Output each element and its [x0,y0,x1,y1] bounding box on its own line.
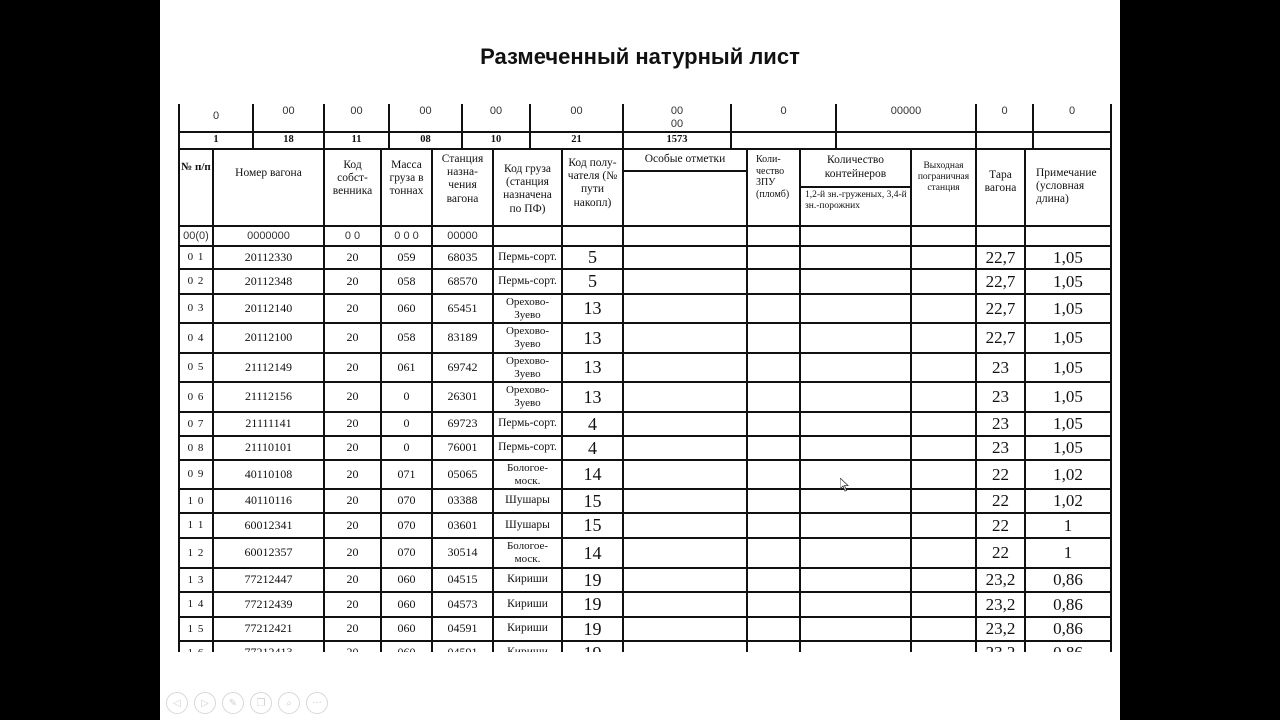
row-note: 1,05 [1053,328,1083,348]
row-owner-code: 20 [346,330,359,345]
table-grid-line [975,149,977,652]
code-row-b-cell: 10 [490,134,502,146]
code-row-b-cell [1034,132,1110,149]
row-container-count [801,353,910,382]
row-special-marks [624,617,746,641]
table-grid-line [799,149,801,652]
row-destination-station: 03601 [447,517,478,532]
row-special-marks [624,436,746,460]
row-tare: 22 [992,543,1009,563]
row-num: 0 2 [187,275,205,288]
table-grid-line [178,131,1110,133]
row-receiver-code: 19 [583,594,602,615]
row-special-marks [624,513,746,538]
natural-sheet-table [160,0,1120,720]
row-wagon-number: 20112348 [244,273,293,288]
row-num: 0 1 [187,251,205,264]
row-destination-station: 68035 [447,249,478,264]
row-tare: 23,2 [985,594,1016,614]
row-owner-code: 20 [346,545,359,560]
row-exit-station [912,323,975,353]
row-note: 1,05 [1053,298,1083,318]
table-grid-line [622,170,746,172]
table-grid-line [178,104,180,149]
row-tare: 23 [992,357,1009,377]
code-row-b-cell: 21 [571,134,582,146]
row-destination-station: 04515 [447,572,478,587]
row-num: 1 1 [187,519,205,532]
row-cargo-mass: 059 [397,249,416,264]
next-slide-icon: ▷ [201,697,209,709]
table-grid-line [252,104,254,149]
header-container-count: Количество контейнеров [824,154,887,180]
pen-icon: ✎ [228,697,238,709]
table-grid-line [746,149,748,652]
row-exit-station [912,538,975,568]
row-cargo-mass: 061 [397,359,416,374]
row-destination-station: 69723 [447,416,478,431]
row-destination-station: 03388 [447,493,478,508]
row-tare: 22 [992,491,1009,511]
header-container-subnote: 1,2-й зн.-груженых, 3,4-й зн.-порожних [805,190,907,211]
code-row-b-cell: 11 [351,134,362,146]
table-grid-line [622,149,624,652]
previous-slide-icon: ◁ [173,697,181,709]
row-cargo-code: Пермь-сорт. [498,250,557,263]
row-note: 1,02 [1053,464,1083,484]
row-receiver-code: 4 [588,413,597,434]
row-container-count [801,538,910,568]
code-row-b-cell: 1 [213,134,219,146]
table-grid-line [910,149,912,652]
row-seal-count [748,353,799,382]
row-num: 1 4 [187,598,205,611]
template-row-mass: 0 0 0 [394,229,419,242]
row-receiver-code: 13 [583,386,602,407]
row-owner-code: 20 [346,389,359,404]
code-row-a-cell: 0 [1001,105,1008,117]
header-exit-border-station: Выходная пограничная станция [917,161,970,193]
row-destination-station: 30514 [447,545,478,560]
row-special-marks [624,460,746,489]
row-tare: 23 [992,414,1009,434]
row-container-count [801,592,910,617]
table-grid-line [1032,104,1034,149]
row-receiver-code: 5 [588,271,597,292]
template-row-num: 00(0) [183,229,209,242]
row-cargo-mass: 060 [397,572,416,587]
header-special-marks: Особые отметки [644,153,726,165]
row-wagon-number: 20112100 [244,330,293,345]
code-row-b-cell: 18 [283,134,294,146]
row-special-marks [624,592,746,617]
row-container-count [801,382,910,412]
table-grid-line [622,104,624,149]
row-cargo-code: Шушары [505,518,550,531]
row-seal-count [748,513,799,538]
row-cargo-code: Орехово- Зуево [505,295,550,321]
code-row-a-cell: 00 [282,105,295,117]
row-note: 1 [1063,515,1073,535]
row-container-count [801,246,910,269]
code-row-b-cell: 08 [420,134,431,146]
row-special-marks [624,568,746,592]
row-seal-count [748,538,799,568]
row-destination-station: 68570 [447,273,478,288]
row-cargo-mass: 058 [397,330,416,345]
table-grid-line [431,149,433,652]
row-tare: 23,2 [985,619,1016,639]
row-owner-code: 20 [346,359,359,374]
table-grid-line [1110,149,1112,652]
row-owner-code: 20 [346,596,359,611]
pen-button[interactable] [222,692,244,714]
row-special-marks [624,294,746,323]
table-grid-line [380,149,382,652]
row-wagon-number: 77212439 [244,596,293,611]
row-cargo-mass: 070 [397,517,416,532]
row-note: 1,05 [1053,271,1083,291]
row-exit-station [912,489,975,513]
row-special-marks [624,269,746,294]
row-tare: 22,7 [985,298,1016,318]
header-num: № п/п [181,161,211,173]
row-wagon-number: 21111141 [245,416,292,431]
row-container-count [801,617,910,641]
row-cargo-mass: 0 [403,440,410,455]
row-exit-station [912,592,975,617]
row-exit-station [912,246,975,269]
code-row-a-cell: 00 [350,105,363,117]
slides-grid-icon: ❐ [256,697,266,709]
template-row-wagon: 0000000 [247,229,290,242]
row-owner-code: 20 [346,572,359,587]
row-container-count [801,294,910,323]
row-seal-count [748,460,799,489]
row-exit-station [912,513,975,538]
row-seal-count [748,617,799,641]
row-tare: 23 [992,438,1009,458]
row-note: 1,05 [1053,387,1083,407]
row-cargo-code: Кириши [507,573,548,586]
row-wagon-number: 40110116 [244,493,293,508]
slideshow-toolbar [166,692,328,714]
row-receiver-code: 5 [588,247,597,268]
header-receiver-code: Код полу-чателя (№ пути накопл) [567,157,618,209]
row-special-marks [624,382,746,412]
row-tare: 22 [992,464,1009,484]
row-cargo-mass: 060 [397,300,416,315]
row-container-count [801,412,910,436]
row-special-marks [624,323,746,353]
code-row-b-cell [977,132,1032,149]
row-seal-count [748,412,799,436]
row-seal-count [748,592,799,617]
table-grid-line [1110,104,1112,149]
row-exit-station [912,269,975,294]
row-container-count [801,269,910,294]
row-cargo-code: Кириши [507,597,548,610]
row-note: 1,02 [1053,491,1083,511]
row-note: 1 [1063,543,1073,563]
row-destination-station: 76001 [447,440,478,455]
row-destination-station: 65451 [447,300,478,315]
code-row-b-cell [732,132,835,149]
header-wagon-number: Номер вагона [235,167,302,179]
row-cargo-mass: 071 [397,466,416,481]
row-cargo-code: Бологое- моск. [506,540,549,565]
more-options-icon: ··· [312,697,322,709]
table-grid-line [835,104,837,149]
row-note: 1,05 [1053,438,1083,458]
row-seal-count [748,294,799,323]
row-cargo-code: Кириши [507,622,548,635]
row-exit-station [912,436,975,460]
row-num: 0 7 [187,417,205,430]
row-wagon-number: 60012357 [244,545,293,560]
table-grid-line [561,149,563,652]
zoom-button[interactable] [278,692,300,714]
row-wagon-number: 77212447 [244,572,293,587]
row-num: 1 3 [187,573,205,586]
table-grid-line [975,104,977,149]
row-exit-station [912,294,975,323]
row-seal-count [748,246,799,269]
row-receiver-code: 13 [583,327,602,348]
row-seal-count [748,436,799,460]
row-cargo-mass: 070 [397,493,416,508]
row-exit-station [912,412,975,436]
code-row-a-cell: 00000 [890,105,922,117]
row-receiver-code: 14 [583,542,602,563]
row-special-marks [624,538,746,568]
row-exit-station [912,617,975,641]
row-destination-station: 83189 [447,330,478,345]
row-owner-code: 20 [346,621,359,636]
row-cargo-mass: 0 [403,416,410,431]
row-cargo-mass: 060 [397,596,416,611]
row-container-count [801,513,910,538]
row-num: 1 0 [187,494,205,507]
code-row-a-cell: 00 [570,105,583,117]
row-destination-station: 04573 [447,596,478,611]
row-container-count [801,568,910,592]
table-grid-line [730,104,732,149]
row-tare: 23,2 [985,570,1016,590]
row-destination-station: 26301 [447,389,478,404]
header-destination-station: Станция назна-чения вагона [441,153,484,205]
row-seal-count [748,323,799,353]
previous-slide-button[interactable] [166,692,188,714]
row-exit-station [912,460,975,489]
row-wagon-number: 21112149 [244,359,293,374]
row-num: 0 6 [187,390,205,403]
row-wagon-number: 21112156 [244,389,293,404]
row-cargo-code: Бологое- моск. [506,461,549,487]
header-tare: Тара вагона [984,169,1017,195]
row-cargo-code: Орехово- Зуево [505,384,550,409]
row-owner-code: 20 [346,517,359,532]
row-destination-station: 69742 [447,359,478,374]
row-owner-code: 20 [346,466,359,481]
row-destination-station: 04591 [447,621,478,636]
table-grid-line [799,186,910,188]
row-cargo-code: Пермь-сорт. [498,274,557,287]
presentation-slide [160,0,1120,720]
row-container-count [801,460,910,489]
row-container-count [801,489,910,513]
row-num: 0 8 [187,441,205,454]
table-grid-line [388,104,390,149]
row-special-marks [624,246,746,269]
row-special-marks [624,489,746,513]
code-row-a-cell: 0 [1068,105,1076,117]
row-tare: 22,7 [985,247,1016,267]
row-receiver-code: 4 [588,437,597,458]
row-cargo-code: Шушары [505,494,550,507]
table-grid-line [212,149,214,652]
row-receiver-code: 15 [583,490,602,511]
row-receiver-code: 19 [583,618,602,639]
header-note: Примечание (условная длина) [1036,167,1097,206]
row-cargo-mass: 060 [397,621,416,636]
table-grid-line [323,149,325,652]
row-owner-code: 20 [346,300,359,315]
template-row-owner: 0 0 [344,229,361,242]
code-row-a-cell: 00 [489,105,503,117]
row-receiver-code: 14 [583,464,602,485]
row-receiver-code: 15 [583,515,602,536]
row-container-count [801,436,910,460]
row-cargo-mass: 070 [397,545,416,560]
row-owner-code: 20 [346,440,359,455]
row-wagon-number: 40110108 [244,466,293,481]
row-wagon-number: 20112330 [244,249,293,264]
table-grid-line [492,149,494,652]
row-note: 1,05 [1053,247,1083,267]
code-row-a-cell: 0 [212,110,220,122]
row-cargo-mass: 0 [403,389,410,404]
table-grid-line [1024,149,1026,652]
slides-grid-button[interactable] [250,692,272,714]
row-num: 0 9 [187,468,205,481]
row-owner-code: 20 [346,249,359,264]
row-seal-count [748,382,799,412]
row-cargo-code: Орехово- Зуево [505,325,550,350]
row-tare: 22,7 [985,328,1016,348]
code-row-b-cell [837,132,975,149]
row-destination-station: 05065 [447,466,478,481]
next-slide-button[interactable] [194,692,216,714]
row-cargo-code: Пермь-сорт. [498,417,557,430]
row-num: 0 3 [187,302,205,315]
row-num: 0 5 [187,361,205,374]
more-options-button[interactable] [306,692,328,714]
table-grid-line [461,104,463,149]
row-exit-station [912,382,975,412]
row-note: 1,05 [1053,357,1083,377]
row-wagon-number: 21110101 [244,440,293,455]
row-special-marks [624,353,746,382]
code-row-a-cell: 0 [780,105,787,117]
code-row-a-cell: 00 [419,105,432,117]
row-cargo-code: Орехово- Зуево [505,354,550,380]
table-grid-line [178,149,180,652]
row-owner-code: 20 [346,273,359,288]
row-tare: 22 [992,515,1009,535]
row-owner-code: 20 [346,493,359,508]
row-note: 0,86 [1053,619,1083,639]
header-owner-code: Код собст-венника [332,159,373,198]
row-wagon-number: 60012341 [244,517,293,532]
row-cargo-mass: 058 [397,273,416,288]
row-wagon-number: 20112140 [244,300,293,315]
code-row-b-cell: 1573 [666,134,688,146]
row-seal-count [748,269,799,294]
row-seal-count [748,568,799,592]
table-grid-line [529,104,531,149]
header-seal-count: Коли-чество ЗПУ (пломб) [756,154,790,200]
row-tare: 23 [992,387,1009,407]
row-receiver-code: 13 [583,357,602,378]
row-cargo-code: Пермь-сорт. [498,441,557,454]
row-tare: 22,7 [985,271,1016,291]
row-container-count [801,323,910,353]
row-note: 1,05 [1053,414,1083,434]
row-note: 0,86 [1053,570,1083,590]
row-num: 0 4 [187,331,205,344]
header-cargo-mass: Масса груза в тоннах [389,159,424,198]
row-special-marks [624,412,746,436]
row-num: 1 5 [187,622,205,635]
row-num: 1 2 [187,546,205,559]
template-row-station: 00000 [447,229,478,242]
row-receiver-code: 19 [583,569,602,590]
code-row-a-cell: 00 00 [670,105,684,130]
slide-title: Размеченный натурный лист [480,44,800,69]
row-seal-count [748,489,799,513]
row-exit-station [912,568,975,592]
row-receiver-code: 13 [583,298,602,319]
row-exit-station [912,353,975,382]
row-owner-code: 20 [346,416,359,431]
row-wagon-number: 77212421 [244,621,293,636]
row-note: 0,86 [1053,594,1083,614]
table-grid-line [323,104,325,149]
header-cargo-code: Код груза (станция назначена по ПФ) [503,163,552,215]
zoom-icon: ⌕ [286,697,292,709]
